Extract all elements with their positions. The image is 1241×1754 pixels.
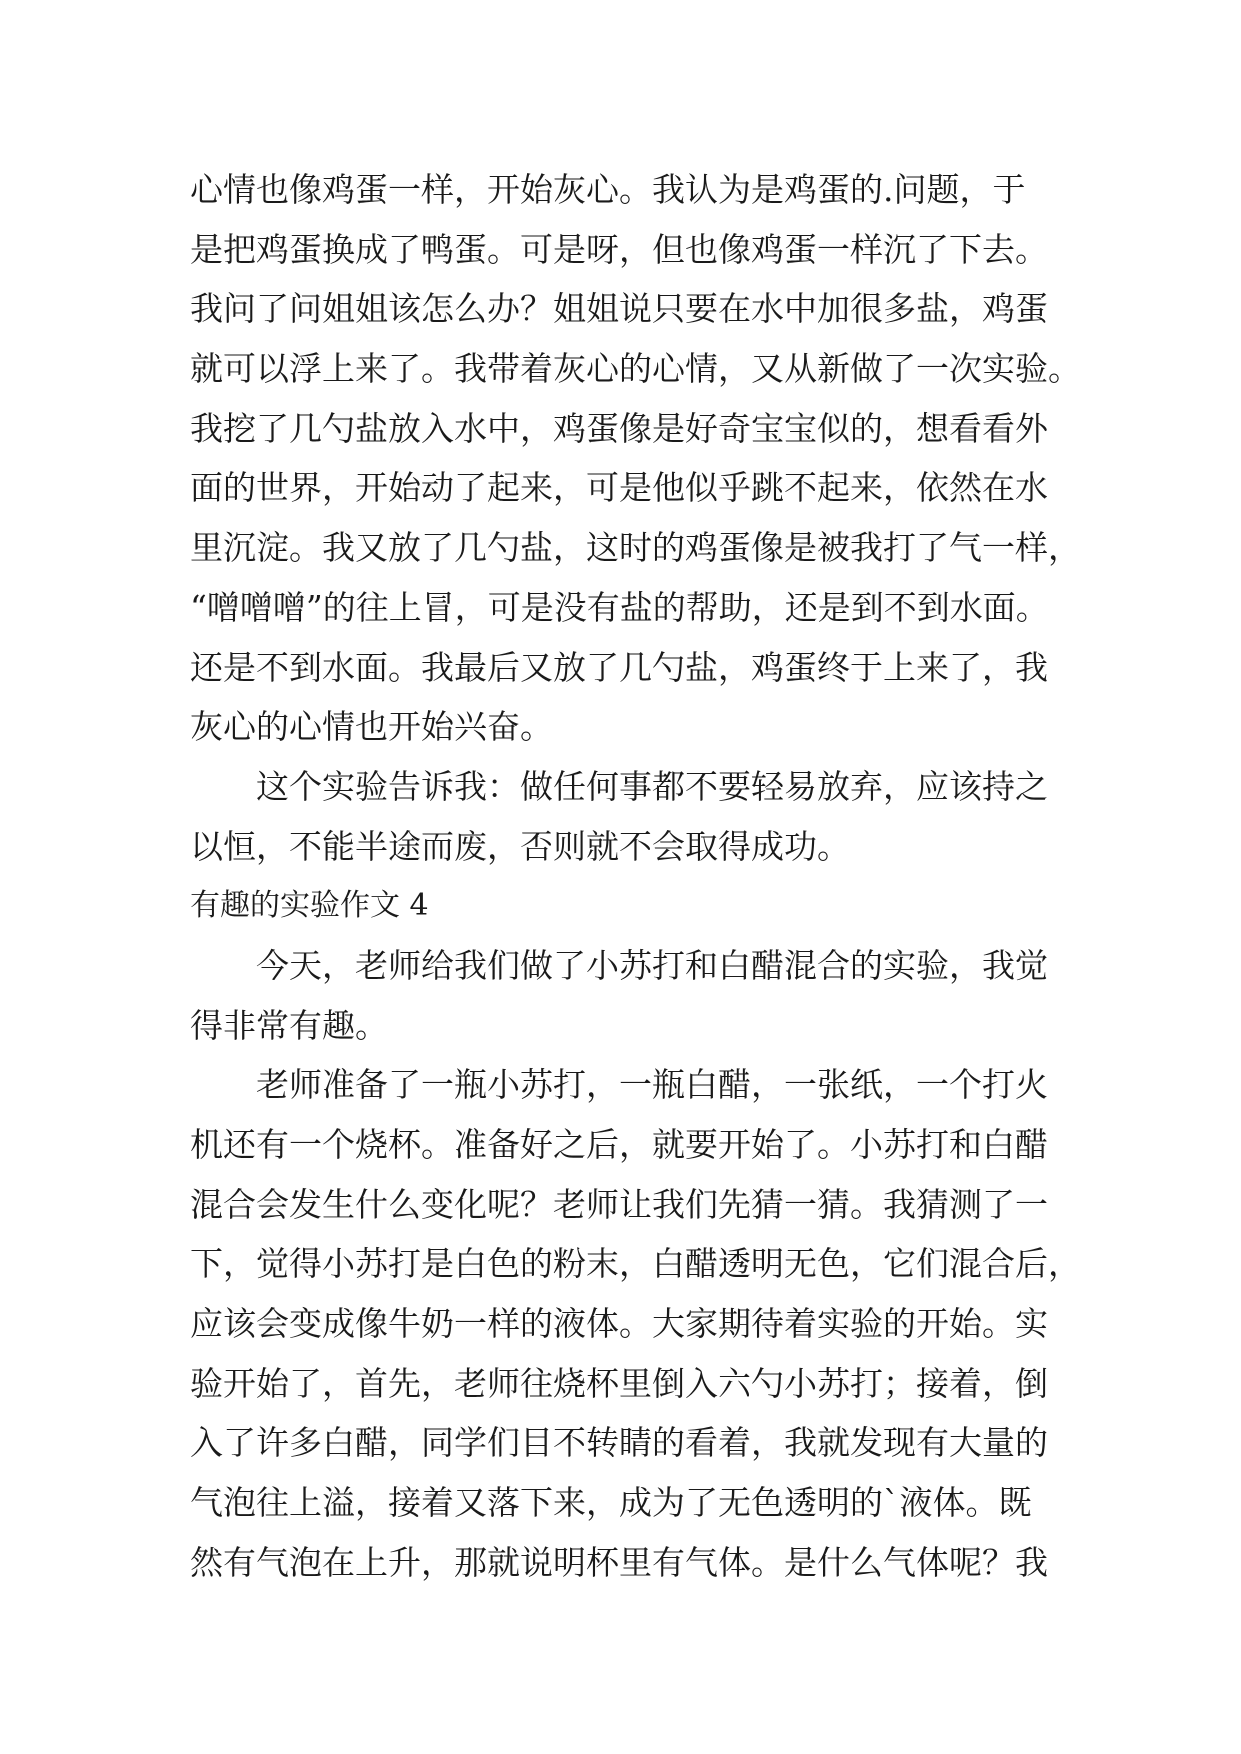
text-line: 面的世界，开始动了起来，可是他似乎跳不起来，依然在水: [190, 468, 1048, 508]
text-line: 就可以浮上来了。我带着灰心的心情，又从新做了一次实验。: [190, 349, 1081, 389]
text-line: 心情也像鸡蛋一样，开始灰心。我认为是鸡蛋的.问题，于: [190, 170, 1026, 209]
text-line: 然有气泡在上升，那就说明杯里有气体。是什么气体呢？我: [190, 1542, 1048, 1582]
text-line: 气泡往上溢，接着又落下来，成为了无色透明的`液体。既: [190, 1483, 1032, 1523]
text-line: 下，觉得小苏打是白色的粉末，白醋透明无色，它们混合后，: [190, 1244, 1081, 1284]
text-line: 我挖了几勺盐放入水中，鸡蛋像是好奇宝宝似的，想看看外: [190, 408, 1048, 448]
text-line: 得非常有趣。: [190, 1005, 388, 1045]
text-line: 机还有一个烧杯。准备好之后，就要开始了。小苏打和白醋: [190, 1125, 1048, 1164]
text-line: 我问了问姐姐该怎么办？姐姐说只要在水中加很多盐，鸡蛋: [190, 289, 1048, 329]
text-line: “噌噌噌”的往上冒，可是没有盐的帮助，还是到不到水面。: [190, 587, 1049, 627]
text-line: 是把鸡蛋换成了鸭蛋。可是呀，但也像鸡蛋一样沉了下去。: [190, 229, 1048, 269]
section-heading: 有趣的实验作文 4: [190, 888, 429, 924]
document-body: [190, 160, 1081, 1593]
paragraph-first-line: 今天，老师给我们做了小苏打和白醋混合的实验，我觉: [256, 945, 1048, 985]
text-line: 灰心的心情也开始兴奋。: [190, 707, 553, 747]
text-line: 验开始了，首先，老师往烧杯里倒入六勺小苏打；接着，倒: [190, 1363, 1048, 1403]
paragraph-first-line: 这个实验告诉我：做任何事都不要轻易放弃，应该持之: [256, 766, 1048, 806]
text-line: 还是不到水面。我最后又放了几勺盐，鸡蛋终于上来了，我: [190, 647, 1048, 687]
text-line: 里沉淀。我又放了几勺盐，这时的鸡蛋像是被我打了气一样，: [190, 528, 1081, 568]
text-line: 以恒，不能半途而废，否则就不会取得成功。: [190, 826, 850, 866]
text-line: 应该会变成像牛奶一样的液体。大家期待着实验的开始。实: [190, 1304, 1048, 1344]
paragraph-first-line: 老师准备了一瓶小苏打，一瓶白醋，一张纸，一个打火: [256, 1065, 1048, 1105]
text-line: 入了许多白醋，同学们目不转睛的看着，我就发现有大量的: [190, 1423, 1048, 1463]
text-line: 混合会发生什么变化呢？老师让我们先猜一猜。我猜测了一: [190, 1184, 1048, 1224]
